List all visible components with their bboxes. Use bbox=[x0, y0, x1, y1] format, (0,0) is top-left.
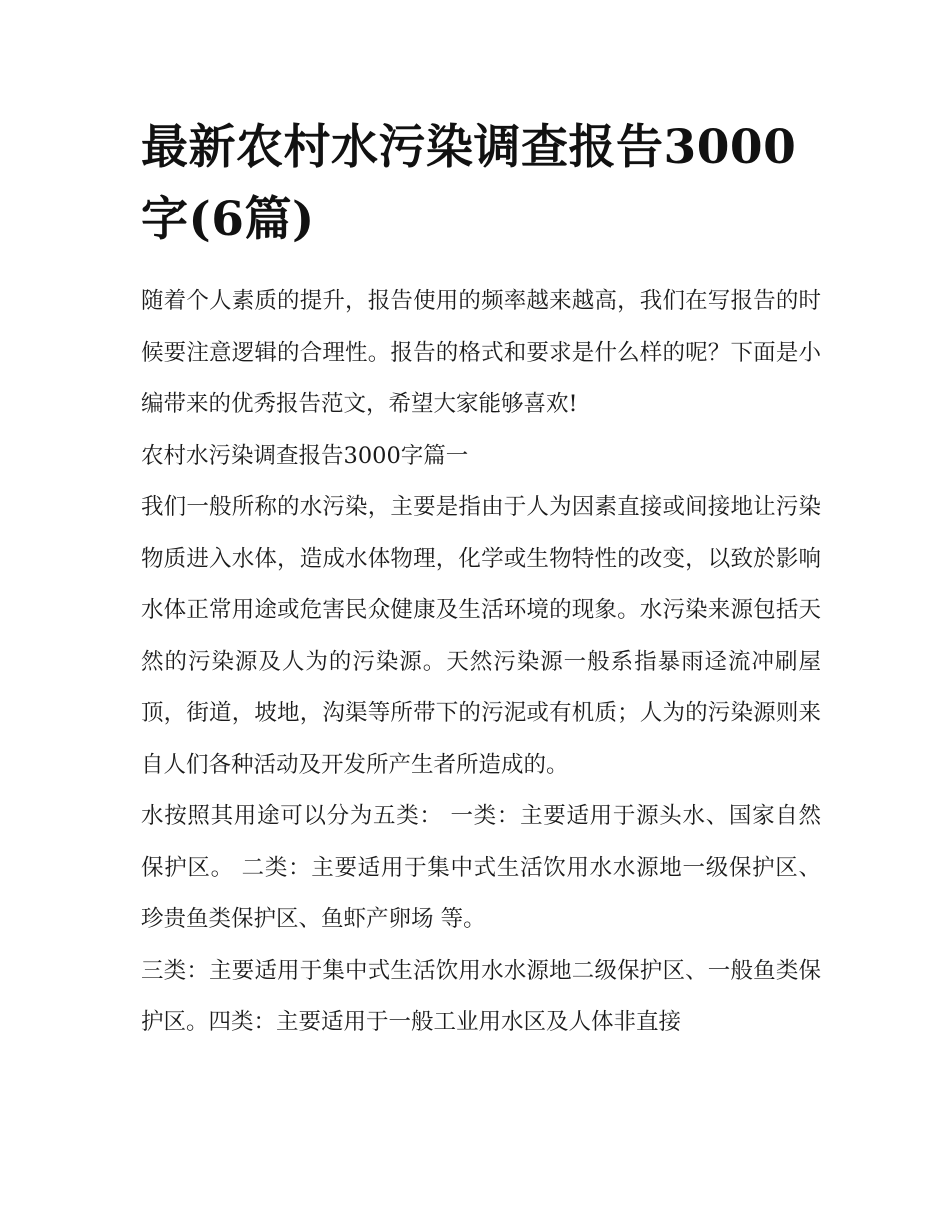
intro-paragraph: 随着个人素质的提升，报告使用的频率越来越高，我们在写报告的时候要注意逻辑的合理性。报告的格式和要求是什么样的呢？下面是小编带来的优秀报告范文，希望大家能够喜欢! bbox=[141, 288, 821, 417]
body-paragraph: 水按照其用途可以分为五类： 一类：主要适用于源头水、国家自然保护区。 二类：主要适用于集中式生活饮用水水源地一级保护区、珍贵鱼类保护区、鱼虾产卵场 等。 bbox=[141, 803, 821, 932]
document-body bbox=[141, 276, 821, 1049]
body-paragraph: 三类：主要适用于集中式生活饮用水水源地二级保护区、一般鱼类保护区。四类：主要适用于一般工业用水区及人体非直接 bbox=[141, 957, 821, 1035]
body-paragraph: 我们一般所称的水污染，主要是指由于人为因素直接或间接地让污染物质进入水体，造成水体物理，化学或生物特性的改变，以致於影响水体正常用途或危害民众健康及生活环境的现象。水污染来源包括天然的污染源及人为的污染源。天然污染源一般系指暴雨迳流冲刷屋顶，街道，坡地，沟渠等所带下的污泥或有机质；人为的污染源则来自人们各种活动及开发所产生者所造成的。 bbox=[141, 494, 821, 778]
document-title: 最新农村水污染调查报告3000字(6篇) bbox=[141, 120, 797, 247]
section-heading: 农村水污染调查报告3000字篇一 bbox=[141, 442, 469, 469]
